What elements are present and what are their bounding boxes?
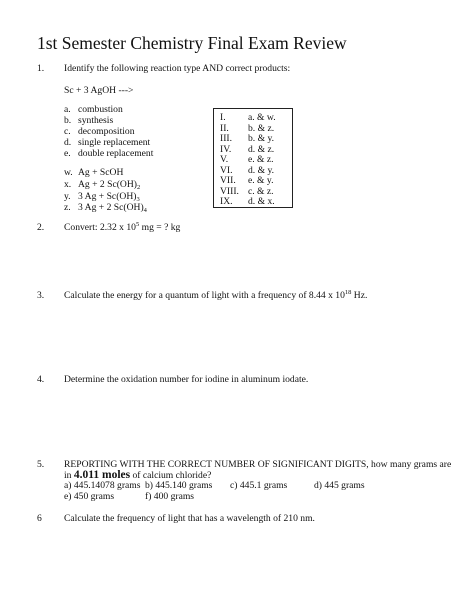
q4-number: 4. xyxy=(37,374,45,385)
q5-option: b) 445.140 grams xyxy=(145,480,213,491)
q3-text: Calculate the energy for a quantum of light with a frequency of 8.44 x $10^{18}$ Hz. xyxy=(64,289,368,301)
q2-number: 2. xyxy=(37,222,45,233)
type-text: single replacement xyxy=(78,137,151,148)
q3-number: 3. xyxy=(37,290,45,301)
type-text: combustion xyxy=(78,104,123,115)
type-letter: a. xyxy=(64,104,71,115)
q5-number: 5. xyxy=(37,459,45,470)
type-letter: d. xyxy=(64,137,72,148)
q5-moles-emphasis: 4.011 moles xyxy=(73,469,131,481)
q1-number: 1. xyxy=(37,63,45,74)
q1-prompt: Identify the following reaction type AND correct products: xyxy=(64,63,291,74)
q4-text: Determine the oxidation number for iodine in aluminum iodate. xyxy=(64,374,309,385)
type-letter: e. xyxy=(64,148,71,159)
type-letter: c. xyxy=(64,126,71,137)
q5-option: a) 445.14078 grams xyxy=(64,480,141,491)
product-text: Ag + 2 $Sc(OH)_2$ xyxy=(78,179,141,191)
answer-key-box: I. a. & w. II. b. & z. III. b. & y. IV. d. & z. V. e. & z. VI. d. & y. VII. e. & y. VIII. c. & z. IX. d. & x. xyxy=(213,108,293,208)
page-title: 1st Semester Chemistry Final Exam Review xyxy=(37,33,347,53)
type-text: synthesis xyxy=(78,115,114,126)
q5-line2: in 4.011 moles of calcium chloride? xyxy=(64,469,212,481)
product-text: Ag + ScOH xyxy=(78,167,124,178)
q5-option: e) 450 grams xyxy=(64,491,115,502)
product-letter: x. xyxy=(64,179,72,190)
q5-option: d) 445 grams xyxy=(314,480,365,491)
product-text: 3 $Ag + Sc(OH)_3$ xyxy=(78,191,140,203)
q6-text: Calculate the frequency of light that has a wavelength of 210 nm. xyxy=(64,513,315,524)
product-letter: y. xyxy=(64,191,71,202)
q6-number: 6 xyxy=(37,513,42,524)
q5-option: c) 445.1 grams xyxy=(230,480,288,491)
type-text: decomposition xyxy=(78,126,135,137)
product-letter: z. xyxy=(64,202,71,213)
q2-text: Convert: 2.32 x $10^5$ mg = ? kg xyxy=(64,221,181,233)
product-text: 3 Ag + 2 $Sc(OH)_4$ xyxy=(78,202,147,214)
q1-reaction: Sc + 3 AgOH ---> xyxy=(64,85,134,96)
type-letter: b. xyxy=(64,115,72,126)
type-text: double replacement xyxy=(78,148,154,159)
product-letter: w. xyxy=(64,167,73,178)
q5-option: f) 400 grams xyxy=(145,491,195,502)
q5-line1: REPORTING WITH THE CORRECT NUMBER OF SIGNIFICANT DIGITS, how many grams are xyxy=(64,459,452,470)
